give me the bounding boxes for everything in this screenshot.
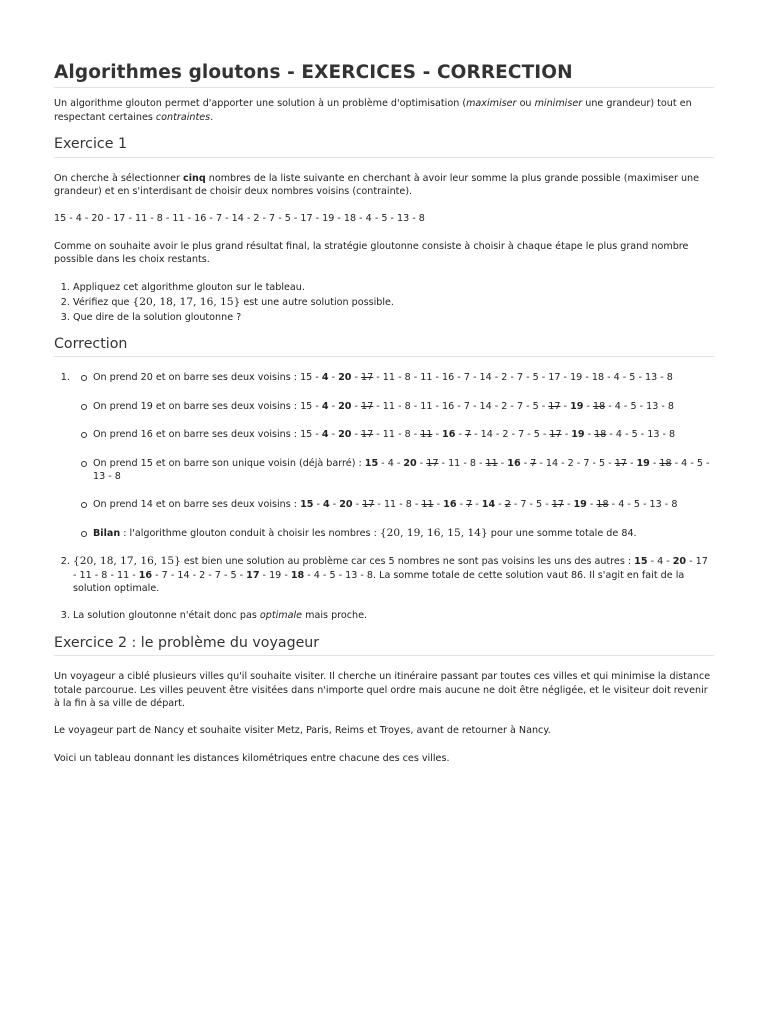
sequence-separator: - [395, 429, 405, 441]
sequence-separator: - [508, 429, 519, 441]
sequence-separator: - [636, 400, 647, 412]
step-text: On prend 16 et on barre ses deux voisins : [93, 429, 301, 441]
set-math: {20, 18, 17, 16, 15} [73, 555, 181, 568]
sequence-number: 4 [321, 400, 329, 412]
sequence-separator: - [357, 569, 367, 581]
sequence-separator: - [454, 400, 464, 412]
sequence-separator: - [573, 457, 584, 469]
correction-3-em: optimale [259, 610, 303, 622]
sequence-separator: - [560, 400, 571, 412]
sequence-number: 4 [615, 429, 623, 441]
sequence-number: 19 [269, 569, 282, 581]
sequence-number: 13 [647, 429, 660, 441]
sequence-separator: - [608, 499, 619, 511]
sequence-number: 8 [101, 569, 108, 581]
sequence-number: 19 [636, 457, 650, 469]
sequence-number: 4 [321, 429, 329, 441]
sequence-separator: - [352, 499, 363, 511]
correction-3-text: La solution gloutonne n'était donc pas [73, 610, 260, 622]
sequence-separator: - [702, 457, 710, 469]
sequence-separator: - [497, 457, 508, 469]
sequence-number: 11 [420, 429, 433, 441]
intro-text: . [210, 111, 214, 123]
statement-text: nombres de la liste suivante en cherchant à avoir leur somme la plus grande possible (maximiser une grandeur) et en s'interdisant de choisir deux nombres voisins (contrainte). [54, 172, 700, 198]
sequence-number: 17 [548, 400, 561, 412]
correction-heading: Correction [54, 338, 714, 357]
sequence-number: 11 [420, 400, 433, 412]
sequence-separator: - [491, 372, 502, 384]
sequence-number: 5 [696, 457, 703, 469]
sequence-number: 2 [501, 400, 508, 412]
sequence-separator: - [604, 372, 614, 384]
question-2 [73, 296, 714, 309]
sequence-number: 8 [669, 429, 676, 441]
sequence-separator: - [373, 372, 383, 384]
sequence-number: 18 [594, 429, 607, 441]
sequence-separator: - [542, 499, 552, 511]
correction-3 [73, 609, 714, 622]
sequence-number: 2 [199, 569, 206, 581]
sequence-number: 13 [649, 499, 662, 511]
sequence-separator: - [687, 457, 697, 469]
sequence-separator: - [236, 569, 247, 581]
sequence-separator: - [586, 499, 597, 511]
sequence-number: 2 [567, 457, 574, 469]
sequence-separator: - [659, 429, 670, 441]
sequence-number: 17 [361, 400, 374, 412]
sequence-number: 20 [403, 457, 417, 469]
sequence-number: 11 [448, 457, 461, 469]
sequence-number: 18 [290, 569, 305, 581]
sequence-number: 5 [532, 372, 539, 384]
sequence-separator: - [469, 400, 480, 412]
sequence-number: 18 [596, 499, 609, 511]
sequence-separator: - [507, 400, 517, 412]
sequence-number: 15 [300, 429, 313, 441]
sequence-separator: - [526, 499, 537, 511]
sequence-number: 8 [671, 499, 678, 511]
sequence-number: 8 [666, 372, 673, 384]
sequence-number: 5 [532, 400, 539, 412]
sequence-separator: - [605, 457, 615, 469]
sequence-number: 4 [681, 457, 688, 469]
step-text: On prend 14 et on barre ses deux voisins : [93, 499, 301, 511]
intro-text: ou [516, 98, 535, 110]
sequence-separator: - [606, 429, 616, 441]
sequence-separator: - [472, 499, 482, 511]
sequence-separator: - [510, 499, 521, 511]
sequence-number: 4 [322, 499, 330, 511]
sequence-number: 17 [695, 556, 708, 568]
sequence-number: 5 [631, 429, 638, 441]
bilan-text: pour une somme totale de 84. [487, 527, 637, 539]
sequence-separator: - [335, 569, 346, 581]
sequence-number: 19 [571, 429, 585, 441]
correction-2-text: est bien une solution au problème car ces 5 nombres ne sont pas voisins les uns des autres : [180, 556, 635, 568]
sequence-number: 11 [382, 429, 396, 441]
sequence-separator: - [432, 429, 443, 441]
sequence-separator: - [105, 470, 115, 482]
sequence-number: 16 [442, 400, 455, 412]
sequence-separator: - [395, 372, 405, 384]
intro-em-maximiser: maximiser [466, 98, 517, 110]
sequence-separator: - [456, 499, 467, 511]
sequence-separator: - [686, 556, 696, 568]
sequence-separator: - [304, 569, 314, 581]
sequence-number: 17 [361, 429, 374, 441]
sequence-separator: - [259, 569, 270, 581]
greedy-strategy-paragraph: Comme on souhaite avoir le plus grand résultat final, la stratégie gloutonne consiste à choisir à chaque étape le plus grand nombre possible dans les choix restants. [54, 240, 689, 266]
bilan-label: Bilan [93, 527, 121, 539]
sequence-number: 17 [426, 457, 439, 469]
sequence-number: 19 [570, 400, 584, 412]
sequence-separator: - [313, 499, 323, 511]
sequence-separator: - [373, 429, 383, 441]
sequence-number: 7 [161, 569, 168, 581]
sequence-number: 11 [116, 569, 130, 581]
sequence-separator: - [432, 400, 443, 412]
sequence-number: 15 [300, 499, 314, 511]
sequence-number: 13 [646, 400, 659, 412]
sequence-number: 16 [442, 372, 455, 384]
sequence-separator: - [373, 400, 383, 412]
sequence-separator: - [73, 569, 80, 581]
sequence-number: 11 [382, 372, 396, 384]
step-3 [93, 428, 714, 441]
sequence-number: 11 [383, 499, 397, 511]
bilan [93, 527, 714, 540]
sequence-separator: - [351, 400, 362, 412]
sequence-row [300, 372, 673, 383]
sequence-number: 4 [321, 372, 329, 384]
step-1 [93, 371, 714, 384]
step-text: On prend 20 et on barre ses deux voisins : [93, 372, 301, 384]
statement-text: On cherche à sélectionner [54, 172, 184, 184]
sequence-number: 19 [570, 372, 583, 384]
sequence-number: 4 [618, 499, 625, 511]
sequence-number: 20 [672, 556, 687, 568]
sequence-separator: - [432, 372, 443, 384]
question-2-text: Vérifiez que [73, 297, 133, 309]
sequence-separator: - [523, 372, 533, 384]
exercise-1-questions [54, 281, 714, 325]
sequence-number: 8 [404, 429, 411, 441]
sequence-separator: - [393, 457, 404, 469]
sequence-number: 8 [667, 400, 674, 412]
sequence-number: 5 [633, 499, 640, 511]
sequence-row [300, 401, 674, 412]
sequence-separator: - [663, 556, 673, 568]
sequence-separator: - [281, 569, 291, 581]
sequence-number: 18 [591, 372, 605, 384]
sequence-separator: - [129, 569, 139, 581]
sequence-separator: - [520, 457, 531, 469]
sequence-separator: - [563, 499, 574, 511]
sequence-separator: - [536, 457, 546, 469]
sequence-number: 7 [466, 499, 473, 511]
sequence-separator: - [374, 499, 384, 511]
sequence-separator: - [328, 400, 339, 412]
sequence-row [300, 429, 675, 440]
sequence-separator: - [91, 569, 102, 581]
sequence-number: 5 [536, 499, 543, 511]
sequence-number: 7 [520, 499, 527, 511]
sequence-separator: - [220, 569, 231, 581]
sequence-number: 4 [657, 556, 664, 568]
sequence-separator: - [589, 457, 600, 469]
question-2-text: est une autre solution possible. [240, 297, 394, 309]
sequence-number: 18 [592, 400, 606, 412]
sequence-separator: - [312, 400, 322, 412]
sequence-number: 13 [345, 569, 358, 581]
sequence-number: 7 [583, 457, 590, 469]
sequence-number: 15 [364, 457, 379, 469]
document-content [54, 62, 714, 779]
sequence-separator: - [351, 372, 362, 384]
intro-text: une grandeur) tout en respectant certaines [54, 98, 692, 123]
sequence-number: 5 [599, 457, 606, 469]
sequence-separator: - [411, 499, 422, 511]
sequence-number: 20 [339, 499, 353, 511]
sequence-number: 7 [463, 400, 470, 412]
sequence-number: 14 [481, 499, 496, 511]
sequence-separator: - [661, 499, 672, 511]
exercise-2-paragraph-2: Le voyageur part de Nancy et souhaite visiter Metz, Paris, Reims et Troyes, avant de retourner à Nancy. [54, 725, 551, 737]
sequence-separator: - [395, 400, 405, 412]
sequence-separator: - [491, 400, 502, 412]
sequence-separator: - [620, 400, 631, 412]
bilan-text: : l'algorithme glouton conduit à choisir les nombres : [120, 527, 380, 539]
correction-1-steps [73, 371, 714, 540]
sequence-separator: - [469, 372, 480, 384]
sequence-separator: - [492, 429, 503, 441]
sequence-separator: - [152, 569, 162, 581]
exercise-2-paragraph-1: Un voyageur a ciblé plusieurs villes qu'il souhaite visiter. Il cherche un itinéraire passant par toutes ces villes et qui minimise la distance totale parcourue. Les villes peuvent être visitées dans n'importe quel ordre mais aucune ne doit être négligée, et le visiteur doit revenir à la fin à sa ville de départ. [54, 671, 711, 709]
sequence-number: 13 [93, 470, 106, 482]
sequence-number: 14 [479, 372, 492, 384]
sequence-separator: - [205, 569, 215, 581]
sequence-number: 7 [516, 400, 524, 412]
sequence-number: 16 [138, 569, 153, 581]
sequence-number: 17 [246, 569, 260, 581]
sequence-number: 14 [545, 457, 559, 469]
sequence-separator: - [649, 457, 660, 469]
sequence-separator: - [167, 569, 178, 581]
sequence-number: 4 [313, 569, 320, 581]
sequence-number: 17 [551, 499, 564, 511]
number-sequence: 15 - 4 - 20 - 17 - 11 - 8 - 11 - 16 - 7 - 14 - 2 - 7 - 5 - 17 - 19 - 18 - 4 - 5 - 13 - 8 [54, 213, 425, 225]
sequence-separator: - [495, 499, 505, 511]
sequence-separator: - [583, 400, 593, 412]
sequence-separator: - [561, 429, 572, 441]
sequence-number: 17 [614, 457, 627, 469]
sequence-separator: - [410, 429, 421, 441]
step-5 [93, 498, 714, 511]
sequence-number: 11 [79, 569, 92, 581]
sequence-number: 11 [421, 499, 434, 511]
sequence-separator: - [582, 372, 592, 384]
sequence-number: 17 [548, 372, 561, 384]
sequence-separator: - [328, 372, 339, 384]
sequence-separator: - [189, 569, 200, 581]
sequence-separator: - [378, 457, 388, 469]
step-text: On prend 15 et on barre son unique voisin (déjà barré) : [93, 457, 365, 469]
correction-1 [73, 371, 714, 540]
exercise-2-heading: Exercice 2 : le problème du voyageur [54, 637, 714, 656]
sequence-number: 16 [507, 457, 521, 469]
page-title: Algorithmes gloutons - EXERCICES - CORRECTION [54, 66, 714, 88]
sequence-separator: - [647, 556, 658, 568]
sequence-separator: - [635, 372, 645, 384]
sequence-number: 2 [502, 429, 509, 441]
sequence-number: 4 [613, 372, 620, 384]
sequence-separator: - [523, 400, 533, 412]
sequence-separator: - [319, 569, 330, 581]
set-math: {20, 18, 17, 16, 15} [132, 296, 241, 309]
correction-list [54, 371, 714, 622]
sequence-separator: - [410, 400, 421, 412]
sequence-number: 16 [443, 499, 457, 511]
sequence-number: 5 [630, 400, 637, 412]
sequence-number: 7 [530, 457, 537, 469]
sequence-number: 15 [634, 556, 648, 568]
sequence-number: 13 [644, 372, 658, 384]
exercise-1-heading: Exercice 1 [54, 138, 714, 157]
sequence-number: 14 [479, 400, 492, 412]
sequence-number: 8 [404, 372, 411, 384]
sequence-separator: - [433, 499, 444, 511]
sequence-separator: - [460, 457, 470, 469]
sequence-separator: - [329, 499, 340, 511]
sequence-separator: - [455, 429, 465, 441]
sequence-number: 14 [177, 569, 190, 581]
sequence-separator: - [475, 457, 486, 469]
sequence-number: 15 [300, 400, 313, 412]
sequence-number: 7 [516, 372, 524, 384]
intro-em-minimiser: minimiser [534, 98, 583, 110]
sequence-separator: - [539, 429, 550, 441]
sequence-number: 5 [629, 372, 636, 384]
sequence-number: 8 [405, 499, 412, 511]
question-3: 3. Que dire de la solution gloutonne ? [73, 311, 714, 324]
sequence-number: 20 [338, 400, 352, 412]
correction-2 [73, 555, 714, 595]
sequence-separator: - [107, 569, 117, 581]
sequence-separator: - [454, 372, 464, 384]
exercise-2-paragraph-3: Voici un tableau donnant les distances kilométriques entre chacune des ces villes. [54, 752, 450, 764]
sequence-separator: - [438, 457, 449, 469]
sequence-number: 11 [382, 400, 396, 412]
sequence-number: 4 [614, 400, 621, 412]
sequence-separator: - [558, 457, 568, 469]
sequence-number: 16 [442, 429, 456, 441]
sequence-number: 8 [114, 470, 121, 482]
sequence-number: 2 [501, 372, 508, 384]
sequence-separator: - [605, 400, 615, 412]
step-4 [93, 457, 714, 484]
sequence-number: 8 [469, 457, 476, 469]
sequence-separator: - [416, 457, 427, 469]
sequence-separator: - [328, 429, 339, 441]
sequence-number: 8 [404, 400, 411, 412]
sequence-separator: - [657, 372, 667, 384]
sequence-separator: - [637, 429, 648, 441]
sequence-number: 18 [659, 457, 672, 469]
sequence-number: 2 [504, 499, 511, 511]
set-math: {20, 19, 16, 15, 14} [379, 526, 488, 539]
sequence-number: 11 [485, 457, 498, 469]
sequence-separator: - [658, 400, 668, 412]
sequence-separator: - [671, 457, 682, 469]
sequence-number: 7 [214, 569, 221, 581]
sequence-separator: - [351, 429, 362, 441]
sequence-separator: - [410, 372, 421, 384]
sequence-number: 15 [300, 372, 313, 384]
sequence-separator: - [584, 429, 595, 441]
correction-3-text: mais proche. [302, 610, 368, 622]
sequence-number: 4 [387, 457, 394, 469]
sequence-number: 17 [361, 372, 374, 384]
sequence-number: 5 [230, 569, 237, 581]
sequence-number: 7 [518, 429, 525, 441]
sequence-separator: - [507, 372, 517, 384]
sequence-separator: - [471, 429, 481, 441]
sequence-row [300, 499, 677, 510]
sequence-number: 14 [480, 429, 493, 441]
sequence-separator: - [626, 457, 637, 469]
sequence-number: 7 [464, 429, 472, 441]
intro-text: Un algorithme glouton permet d'apporter une solution à un problème d'optimisation ( [54, 98, 467, 110]
step-2 [93, 400, 714, 413]
sequence-separator: - [538, 372, 549, 384]
sequence-separator: - [619, 372, 630, 384]
intro-paragraph [54, 97, 714, 124]
sequence-separator: - [622, 429, 632, 441]
sequence-number: 5 [533, 429, 540, 441]
sequence-separator: - [639, 499, 650, 511]
sequence-number: 5 [329, 569, 336, 581]
sequence-separator: - [396, 499, 406, 511]
sequence-separator: - [524, 429, 534, 441]
intro-em-contraintes: contraintes [155, 111, 211, 123]
exercise-1-statement [54, 172, 714, 199]
sequence-number: 20 [338, 429, 352, 441]
statement-bold-cinq: cinq [183, 172, 206, 184]
sequence-separator: - [312, 372, 322, 384]
question-1: 1. Appliquez cet algorithme glouton sur le tableau. [73, 281, 714, 294]
sequence-number: 19 [573, 499, 587, 511]
sequence-number: 17 [549, 429, 562, 441]
sequence-number: 20 [338, 372, 352, 384]
sequence-separator: - [538, 400, 549, 412]
sequence-separator: - [624, 499, 634, 511]
sequence-number: 7 [463, 372, 470, 384]
sequence-number: 11 [420, 372, 433, 384]
correction-2-text: . La somme totale de cette solution vaut 86. Il s'agit en fait de la solution optimale. [73, 569, 685, 594]
sequence-number: 8 [366, 569, 373, 581]
step-text: On prend 19 et on barre ses deux voisins : [93, 400, 301, 412]
sequence-number: 17 [362, 499, 375, 511]
sequence-separator: - [560, 372, 571, 384]
sequence-separator: - [312, 429, 322, 441]
